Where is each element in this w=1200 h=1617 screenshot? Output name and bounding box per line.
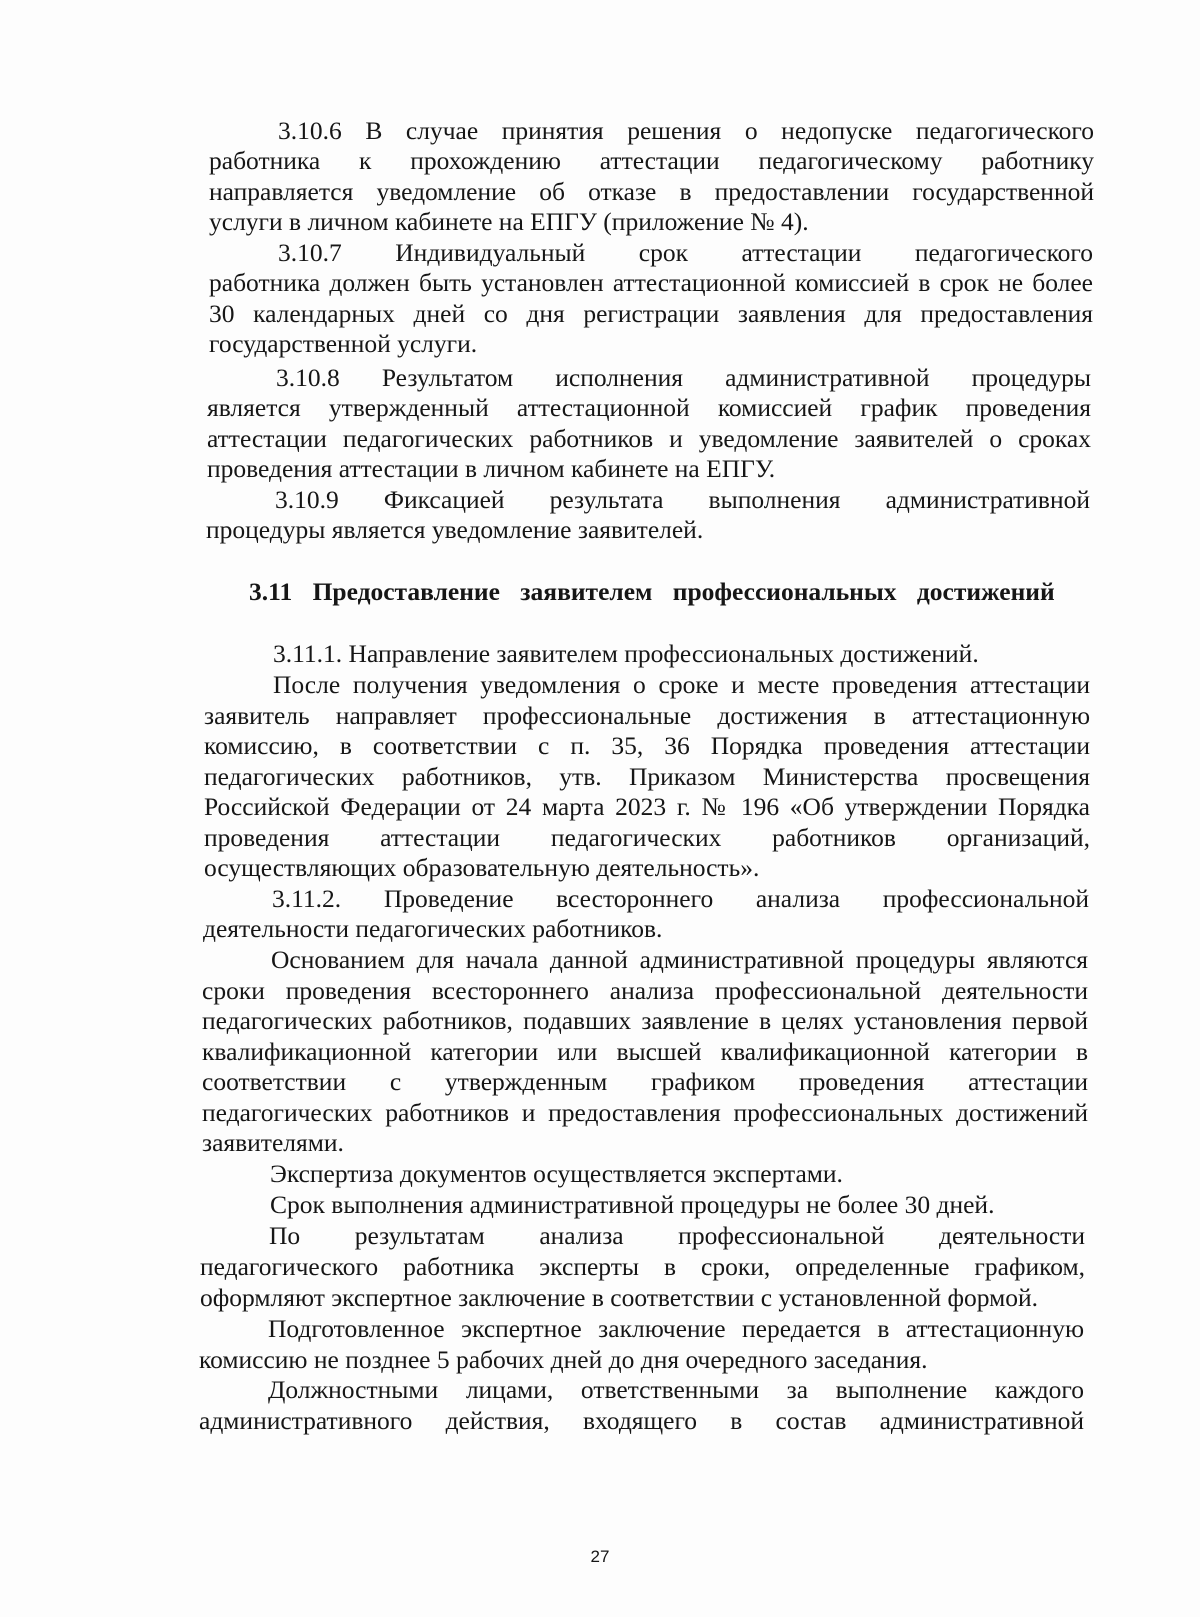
text-line: 30 календарных дней со дня регистрации заявления для предоставления	[209, 299, 1093, 328]
text-line: Экспертиза документов осуществляется экспертами.	[270, 1159, 843, 1188]
text-line: административного действия, входящего в состав административной	[199, 1406, 1084, 1435]
text-line: квалификационной категории или высшей квалификационной категории в	[202, 1037, 1088, 1066]
text-line: осуществляющих образовательную деятельность».	[204, 853, 760, 882]
text-line: 3.11.1. Направление заявителем профессиональных достижений.	[273, 639, 979, 668]
text-line: соответствии с утвержденным графиком проведения аттестации	[202, 1067, 1088, 1096]
text-line: заявитель направляет профессиональные достижения в аттестационную	[204, 701, 1090, 730]
text-line: комиссию, в соответствии с п. 35, 36 Порядка проведения аттестации	[204, 731, 1090, 760]
text-line: 3.10.8 Результатом исполнения административной процедуры	[276, 363, 1091, 392]
text-line: направляется уведомление об отказе в предоставлении государственной	[209, 177, 1094, 206]
text-line: 3.10.7 Индивидуальный срок аттестации педагогического	[278, 238, 1093, 267]
page-number: 27	[590, 1547, 610, 1566]
text-line: Подготовленное экспертное заключение передается в аттестационную	[268, 1314, 1084, 1343]
text-line: Основанием для начала данной административной процедуры являются	[271, 945, 1088, 974]
text-line: педагогических работников и предоставления профессиональных достижений	[202, 1098, 1088, 1127]
text-line: педагогического работника эксперты в сроки, определенные графиком,	[200, 1252, 1085, 1281]
text-line: 3.10.6 В случае принятия решения о недопуске педагогического	[278, 116, 1094, 145]
text-line: 3.10.9 Фиксацией результата выполнения административной	[275, 485, 1090, 514]
text-line: педагогических работников, подавших заявление в целях установления первой	[202, 1006, 1088, 1035]
text-line: аттестации педагогических работников и уведомление заявителей о сроках	[207, 424, 1091, 453]
text-line: оформляют экспертное заключение в соответствии с установленной формой.	[200, 1283, 1039, 1312]
text-line: работника должен быть установлен аттестационной комиссией в срок не более	[209, 268, 1093, 297]
text-line: процедуры является уведомление заявителей.	[206, 515, 704, 544]
text-line: По результатам анализа профессиональной деятельности	[269, 1221, 1085, 1250]
text-line: заявителями.	[202, 1128, 344, 1157]
text-line: Российской Федерации от 24 марта 2023 г. № 196 «Об утверждении Порядка	[204, 792, 1090, 821]
text-line: государственной услуги.	[209, 329, 478, 358]
text-line: работника к прохождению аттестации педагогическому работнику	[209, 146, 1094, 175]
text-line: педагогических работников, утв. Приказом Министерства просвещения	[204, 762, 1090, 791]
text-line: Должностными лицами, ответственными за выполнение каждого	[268, 1375, 1084, 1404]
text-line: деятельности педагогических работников.	[203, 914, 663, 943]
section-heading: 3.11 Предоставление заявителем профессиональных достижений	[249, 577, 1055, 606]
text-line: Срок выполнения административной процедуры не более 30 дней.	[270, 1190, 995, 1219]
text-line: проведения аттестации в личном кабинете на ЕПГУ.	[207, 454, 776, 483]
text-line: комиссию не позднее 5 рабочих дней до дня очередного заседания.	[199, 1345, 928, 1374]
text-line: 3.11.2. Проведение всестороннего анализа профессиональной	[272, 884, 1089, 913]
text-line: услуги в личном кабинете на ЕПГУ (приложение № 4).	[209, 207, 809, 236]
text-line: сроки проведения всестороннего анализа профессиональной деятельности	[202, 976, 1088, 1005]
text-line: проведения аттестации педагогических работников организаций,	[204, 823, 1090, 852]
text-line: является утвержденный аттестационной комиссией график проведения	[207, 393, 1091, 422]
text-line: После получения уведомления о сроке и месте проведения аттестации	[273, 670, 1090, 699]
